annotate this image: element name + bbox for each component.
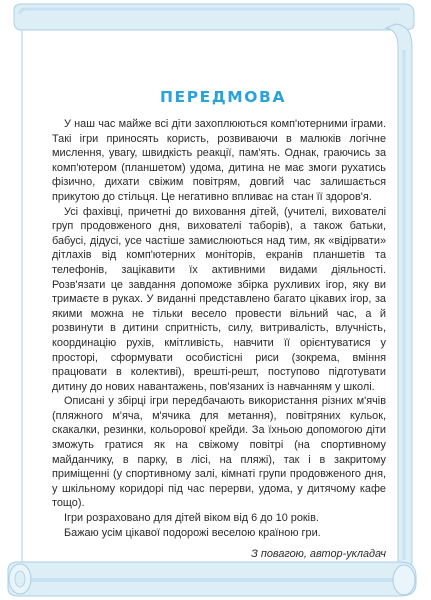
paragraph-specialists: Усі фахівці, причетні до виховання дітей, (учителі, вихователі груп продовженого дня, вихователі таборів), а також батьки, бабусі, дідусі, усе частіше замислюються над тим, як «відірвати» дітлахів від комп'ютерних моніторів, екранів планшетів та телефонів, зацікавити їх активними видами діяльності. Розв'язати це завдання допоможе збірка рухливих ігор, яку ви тримаєте в руках. У виданні представлено багато цікавих ігор, за якими можна не тільки весело провести вільний час, а й розвинути в дитини спритність, силу, витривалість, влучність, координацію рухів, кмітливість, навчити її орієнтуватися у просторі, сформувати особистісні риси (зокрема, вміння працювати в колективі), врешті-решт, поступово підготувати дитину до нових навантажень, пов'язаних із навчанням у школі. <box>52 205 386 393</box>
paragraph-equipment: Описані у збірці ігри передбачають використання різних м'ячів (пляжного м'яча, м'ячика для метання), повітряних кульок, скакалки, резинки, кольорової крейди. За їхньою допомогою діти зможуть гратися як на свіжому повітрі (на спортивному майданчику, в парку, в лісі, на пляжі), так і в закритому приміщенні (у спортивному залі, кімнаті групи продовженого дня, у шкільному коридорі під час перерви, удома, у дитячому кафе тощо). <box>52 395 386 510</box>
page-title: ПЕРЕДМОВА <box>159 88 287 106</box>
paragraph-wish: Бажаю усім цікавої подорожі веселою країною гри. <box>64 526 321 539</box>
preface-content <box>52 88 386 562</box>
paragraph-age: Ігри розраховано для дітей віком від 6 до 10 років. <box>64 512 319 525</box>
author-signature: З повагою, автор-укладач <box>251 548 386 561</box>
paragraph-intro: У наш час майже всі діти захоплюються комп'ютерними іграми. Такі ігри приносять користь, розвиваючи в малюків логічне мислення, увагу, швидкість реакції, пам'ять. Однак, граючись за комп'ютером (планшетом) удома, дитина не має змоги рухатись фізично, дихати свіжим повітрям, довгий час залишається прикутою до стільця. Це негативно впливає на стан її здоров'я. <box>52 118 386 203</box>
